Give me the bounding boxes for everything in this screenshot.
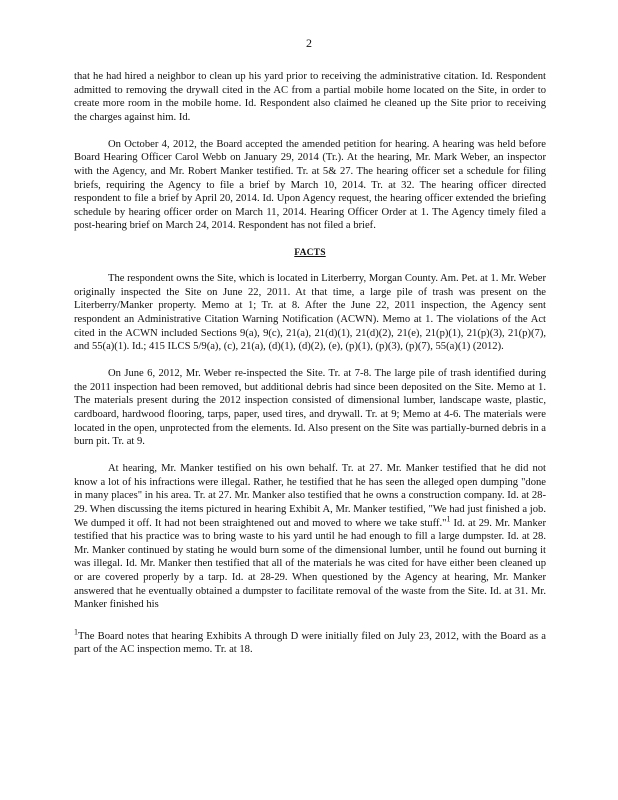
paragraph-continuation: that he had hired a neighbor to clean up his yard prior to receiving the administrative citation. Id. Respondent admitted to removing the drywall cited in the AC from a partial mobile home located on the Site, in order to create more room in the mobile home. Id. Respondent also claimed he cleaned up the Site prior to receiving the charges against him. Id.: [74, 71, 546, 123]
document-body: [74, 70, 546, 670]
footnote-marker: 1: [74, 627, 78, 637]
footnote-text: The Board notes that hearing Exhibits A through D were initially filed on July 23, 2012, with the Board as a part of the AC inspection memo. Tr. at 18.: [74, 630, 546, 656]
section-heading-facts: FACTS: [294, 247, 326, 258]
paragraph-procedural-history: On October 4, 2012, the Board accepted the amended petition for hearing. A hearing was held before Board Hearing Officer Carol Webb on January 29, 2014 (Tr.). At the hearing, Mr. Mark Weber, an inspector with the Agency, and Mr. Robert Manker testified. Tr. at 5& 27. The hearing officer set a schedule for filing briefs, requiring the Agency to file a brief by March 10, 2014. Tr. at 32. The hearing officer directed respondent to file a brief by April 20, 2014. Id. Upon Agency request, the hearing officer extended the briefing schedule by hearing officer order on March 11, 2014. Hearing Officer Order at 1. The Agency timely filed a post-hearing brief on March 24, 2014. Respondent has not filed a brief.: [74, 138, 546, 232]
paragraph-facts-3: [74, 462, 546, 612]
footnote-reference: 1: [446, 514, 451, 524]
paragraph-facts-2: On June 6, 2012, Mr. Weber re-inspected the Site. Tr. at 7-8. The large pile of trash identified during the 2011 inspection had been removed, but additional debris had since been deposited on the Site. Memo at 1. The materials present during the 2012 inspection consisted of dimensional lumber, landscape waste, plastic, cardboard, hardwood flooring, tarps, paper, used tires, and drywall. Tr. at 9; Memo at 4-6. The materials were located in the open, unprotected from the elements. Id. Also present on the Site was partially-burned debris in a burn pit. Tr. at 9.: [74, 368, 546, 448]
paragraph-facts-1: The respondent owns the Site, which is located in Literberry, Morgan County. Am. Pet. at 1. Mr. Weber originally inspected the Site on June 22, 2011. At that time, a large pile of trash was present on the Literberry/Manker property. Memo at 1; Tr. at 8. After the June 22, 2011 inspection, the Agency sent respondent an Administrative Citation Warning Notification (ACWN). Memo at 1. The violations of the Act cited in the ACWN included Sections 9(a), 9(c), 21(a), 21(d)(1), 21(d)(2), 21(e), 21(p)(1), 21(p)(3), 21(p)(7), and 55(a)(1). Id.; 415 ILCS 5/9(a), (c), 21(a), (d)(1), (d)(2), (e), (p)(1), (p)(3), (p)(7), 55(a)(1) (2012).: [74, 273, 546, 353]
footnote: [74, 627, 546, 657]
paragraph-facts-3-text-cont: Id. at 29. Mr. Manker testified that his practice was to bring waste to his yard until he had enough to fill a large dumpster. Id. at 28. Mr. Manker continued by stating he would burn some of the dimensional lumber, until he found out burning it was illegal. Id. Mr. Manker then testified that all of the materials he was cited for have either been cleaned up or are covered properly by a tarp. Id. at 28-29. When questioned by the Agency at hearing, Mr. Manker answered that he eventually obtained a dumpster to facilitate removal of the waste from the Site. Id. at 31. Mr. Manker finished his: [74, 517, 546, 611]
paragraph-facts-3-text: At hearing, Mr. Manker testified on his own behalf. Tr. at 27. Mr. Manker testified that he did not know a lot of his infractions were illegal. Rather, he testified that he has seen the alleged open dumping "done in many places" in his area. Tr. at 27. Mr. Manker also testified that he owns a construction company. Id. at 28-29. When discussing the items pictured in hearing Exhibit A, Mr. Manker testified, "We had just finished a job. We dumped it off. It had not been straightened out and moved to where we take stuff.": [74, 463, 546, 529]
page-number: 2: [306, 36, 312, 50]
